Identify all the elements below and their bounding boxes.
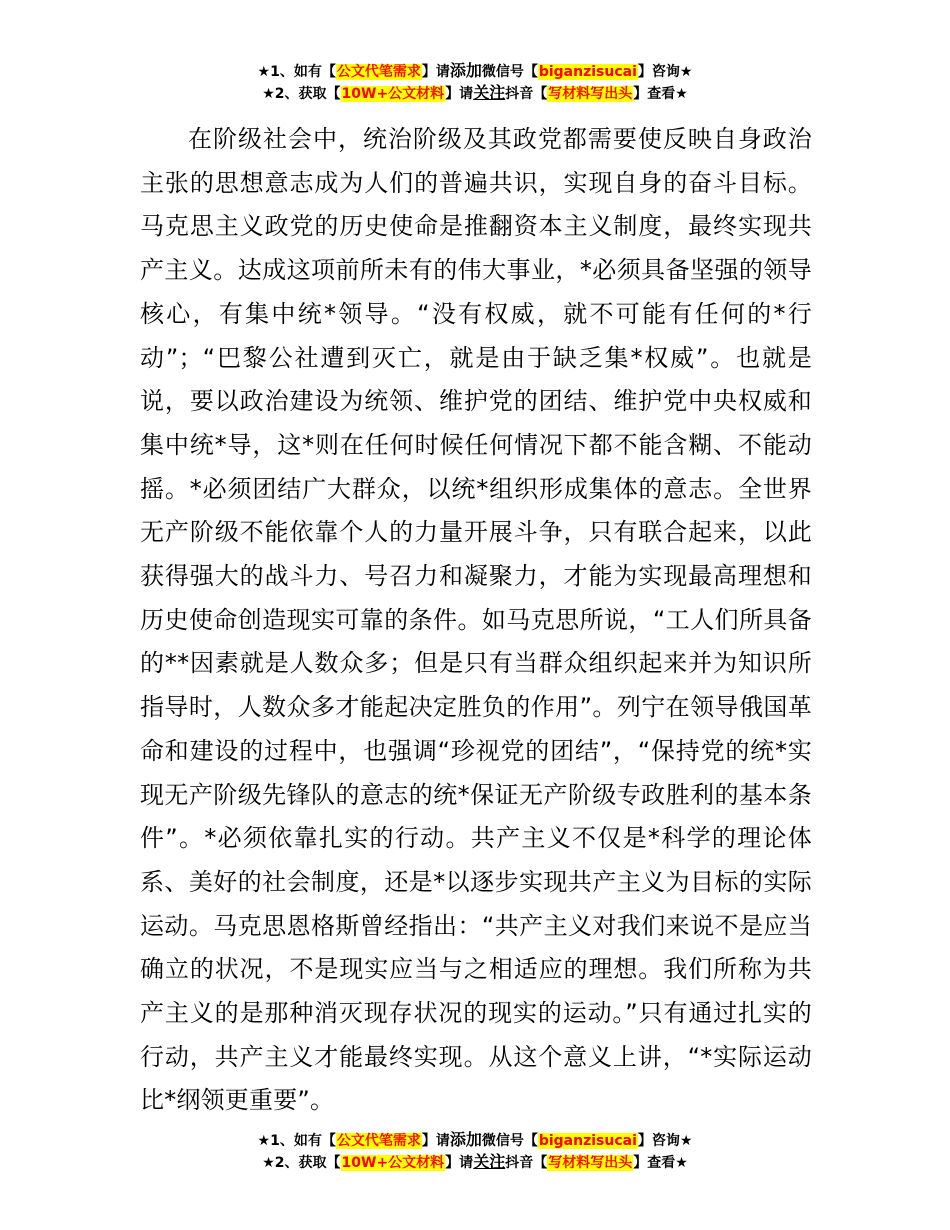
promo-text: 抖音【 — [505, 86, 548, 102]
promo-text: 】请 — [445, 1155, 474, 1171]
promo-emphasis: 添加 — [449, 61, 482, 80]
promo-text: 】咨询★ — [637, 64, 693, 80]
promo-line-1 — [0, 1129, 950, 1151]
promo-line-1 — [0, 60, 950, 82]
promo-text: 】请 — [445, 86, 474, 102]
promo-highlight: 10W+公文材料 — [341, 1155, 445, 1171]
promo-text: ★1、如有【 — [257, 1133, 336, 1149]
promo-text: 微信号【 — [481, 1133, 538, 1149]
promo-text: ★1、如有【 — [257, 64, 336, 80]
promo-text: ★2、获取【 — [262, 1155, 341, 1171]
promo-text: 抖音【 — [505, 1155, 548, 1171]
promo-highlight: 写材料写出头 — [548, 1155, 633, 1171]
footer-promo-banner — [0, 1129, 950, 1173]
promo-highlight: 公文代笔需求 — [336, 1133, 421, 1149]
promo-text: ★2、获取【 — [262, 86, 341, 102]
promo-text: 】请 — [421, 1133, 450, 1149]
promo-text: 】咨询★ — [637, 1133, 693, 1149]
promo-highlight: 10W+公文材料 — [341, 86, 445, 102]
promo-highlight: biganzisucai — [538, 64, 637, 80]
promo-text: 】请 — [421, 64, 450, 80]
promo-text: 】查看★ — [633, 1155, 688, 1171]
promo-line-2 — [0, 82, 950, 104]
promo-highlight: biganzisucai — [538, 1133, 637, 1149]
promo-emphasis: 添加 — [449, 1130, 482, 1149]
promo-highlight: 写材料写出头 — [548, 86, 633, 102]
promo-text: 微信号【 — [481, 64, 538, 80]
header-promo-banner — [0, 60, 950, 104]
promo-highlight: 公文代笔需求 — [336, 64, 421, 80]
promo-line-2 — [0, 1151, 950, 1173]
promo-emphasis: 关注 — [473, 83, 506, 102]
promo-emphasis: 关注 — [473, 1152, 506, 1171]
promo-text: 】查看★ — [633, 86, 688, 102]
article-paragraph: 在阶级社会中，统治阶级及其政党都需要使反映自身政治主张的思想意志成为人们的普遍共识，实现自身的奋斗目标。马克思主义政党的历史使命是推翻资本主义制度，最终实现共产主义。达成这项前所未有的伟大事业，*必须具备坚强的领导核心，有集中统*领导。“没有权威，就不可能有任何的*行动”；“巴黎公社遭到灭亡，就是由于缺乏集*权威”。也就是说，要以政治建设为统领、维护党的团结、维护党中央权威和集中统*导，这*则在任何时候任何情况下都不能含糊、不能动摇。*必须团结广大群众，以统*组织形成集体的意志。全世界无产阶级不能依靠个人的力量开展斗争，只有联合起来，以此获得强大的战斗力、号召力和凝聚力，才能为实现最高理想和历史使命创造现实可靠的条件。如马克思所说，“工人们所具备的**因素就是人数众多；但是只有当群众组织起来并为知识所指导时，人数众多才能起决定胜负的作用”。列宁在领导俄国革命和建设的过程中，也强调“珍视党的团结”，“保持党的统*实现无产阶级先锋队的意志的统*保证无产阶级专政胜利的基本条件”。*必须依靠扎实的行动。共产主义不仅是*科学的理论体系、美好的社会制度，还是*以逐步实现共产主义为目标的实际运动。马克思恩格斯曾经指出：“共产主义对我们来说不是应当确立的状况，不是现实应当与之相适应的理想。我们所称为共产主义的是那种消灭现存状况的现实的运动。”只有通过扎实的行动，共产主义才能最终实现。从这个意义上讲，“*实际运动比*纲领更重要”。 — [140, 125, 812, 1115]
